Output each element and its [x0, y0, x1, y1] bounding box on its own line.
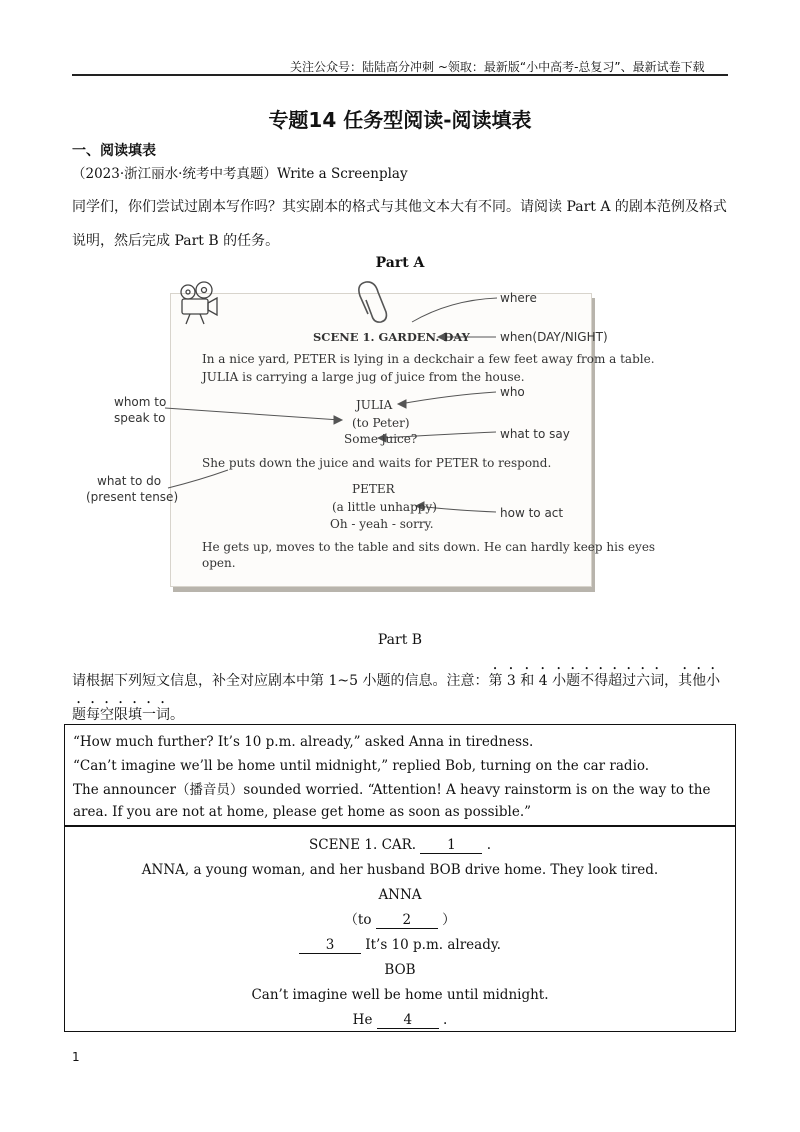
character-name: JULIA: [356, 398, 393, 412]
action-line: In a nice yard, PETER is lying in a deckchair a few feet away from a table.: [202, 352, 655, 366]
action-line: She puts down the juice and waits for PETER to respond.: [202, 456, 552, 470]
passage-paragraph: The announcer（播音员）sounded worried. “Attention! A heavy rainstorm is on the way to the area. If you are not at home, please get home as soon as possible.”: [73, 782, 711, 820]
screenplay-to-complete: [65, 833, 735, 1033]
instruction-text: 请根据下列短文信息，补全对应剧本中第 1~5 小题的信息。注意：: [72, 673, 489, 689]
dialogue-line: Can’t imagine well be home until midnight.: [251, 987, 549, 1003]
passage-paragraph: “Can’t imagine we’ll be home until midnight,” replied Bob, turning on the car radio.: [73, 758, 650, 774]
callout-when: when(DAY/NIGHT): [500, 330, 608, 344]
scene-period: .: [486, 837, 491, 853]
character-name: BOB: [384, 962, 416, 978]
page-number: 1: [72, 1050, 80, 1064]
action-line: He gets up, moves to the table and sits down. He can hardly keep his eyes: [202, 540, 656, 554]
task-table: [64, 724, 736, 1032]
callout-whom-to-line2: speak to: [114, 411, 166, 425]
callout-whom-to-line1: whom to: [114, 395, 167, 409]
intro-paragraph: 同学们，你们尝试过剧本写作吗？其实剧本的格式与其他文本大有不同。请阅读 Part A 的剧本范例及格式说明，然后完成 Part B 的任务。: [72, 199, 727, 249]
header-text: 关注公众号：陆陆高分冲刺 ~领取：最新版“小中高考-总复习”、最新试卷下载: [290, 60, 705, 74]
scene-heading: SCENE 1. GARDEN. DAY: [313, 330, 470, 344]
character-name: PETER: [352, 482, 395, 496]
paren-open: （to: [344, 912, 372, 928]
action-line: open.: [202, 556, 236, 570]
callout-where: where: [500, 291, 537, 305]
instruction-emphasis: 其他小题每空限填一词: [72, 673, 721, 723]
table-divider: [65, 825, 735, 827]
blank-2[interactable]: 2: [376, 912, 438, 929]
blank-1[interactable]: 1: [420, 837, 482, 854]
passage-paragraph: “How much further? It’s 10 p.m. already,” asked Anna in tiredness.: [73, 734, 534, 750]
character-name: ANNA: [378, 887, 422, 903]
page-title: 专题14 任务型阅读-阅读填表: [268, 108, 532, 132]
story-passage: [73, 731, 729, 825]
paren-close: ）: [442, 912, 456, 928]
dialogue-line: Oh - yeah - sorry.: [330, 517, 434, 531]
action-prefix: He: [352, 1012, 373, 1028]
section-heading: 一、阅读填表: [72, 143, 156, 159]
dialogue-line: Some juice?: [344, 432, 418, 446]
action-line: ANNA, a young woman, and her husband BOB drive home. They look tired.: [141, 862, 659, 878]
part-b-instruction: [72, 664, 732, 732]
part-a-title: Part A: [375, 255, 425, 271]
instruction-text: ，: [664, 673, 679, 689]
callout-what-to-say: what to say: [500, 427, 570, 441]
parenthetical: (a little unhappy): [332, 500, 437, 514]
blank-4[interactable]: 4: [377, 1012, 439, 1029]
blank-3[interactable]: 3: [299, 937, 361, 954]
callout-what-to-do-line1: what to do: [97, 474, 162, 488]
callout-who: who: [500, 385, 525, 399]
parenthetical: (to Peter): [352, 416, 410, 430]
part-b-title: Part B: [377, 632, 423, 648]
instruction-emphasis: 第 3 和 4 小题不得超过六词: [488, 673, 665, 689]
paperclip-icon: [359, 282, 387, 322]
instruction-text: 。: [170, 707, 184, 723]
action-period: .: [443, 1012, 448, 1028]
dialogue-line: It’s 10 p.m. already.: [365, 937, 501, 953]
film-camera-icon: [181, 282, 217, 324]
question-source: （2023·浙江丽水·统考中考真题）Write a Screenplay: [72, 166, 408, 182]
scene-label: SCENE 1. CAR.: [309, 837, 417, 853]
callout-how-to-act: how to act: [500, 506, 564, 520]
callout-what-to-do-line2: (present tense): [86, 490, 179, 504]
action-line: JULIA is carrying a large jug of juice from the house.: [202, 370, 525, 384]
